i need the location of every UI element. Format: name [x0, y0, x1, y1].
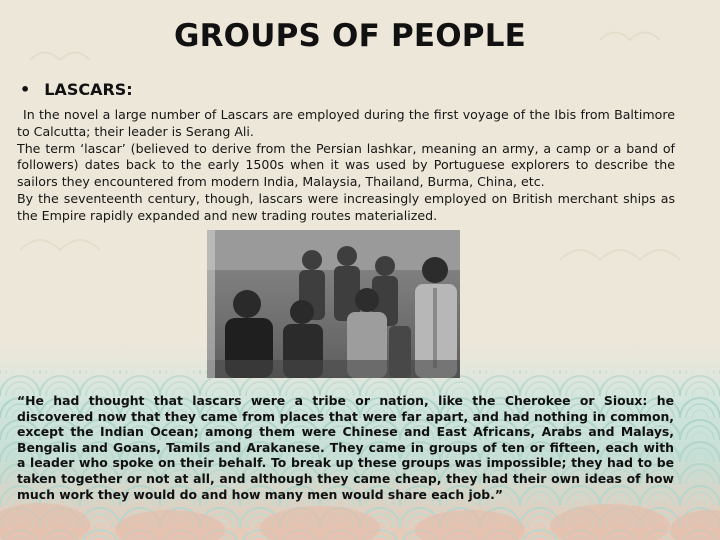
- bullet-icon: •: [20, 80, 31, 99]
- bullet-heading: [20, 80, 133, 99]
- heading-lascars: LASCARS:: [44, 80, 133, 99]
- novel-quote: “He had thought that lascars were a tribe or nation, like the Cherokee or Sioux: he discovered now that they came from places that were far apart, and had nothing in common, except the Indian Ocean; among them were Chinese and East Africans, Arabs and Malays, Bengalis and Goans, Tamils and Arakanese. They came in groups of ten or fifteen, each with a leader who spoke on their behalf. To break up these groups was impossible; they had to be taken together or not at all, and although they came cheap, they had their own ideas of how much work they would do and how many men would share each job.”: [17, 393, 674, 502]
- slide-title: GROUPS OF PEOPLE: [173, 18, 527, 54]
- lascars-photo: [207, 230, 460, 378]
- lascars-photo-image: [207, 230, 460, 378]
- body-text: [17, 107, 675, 225]
- paragraph-3: By the seventeenth century, though, lascars were increasingly employed on British merchant ships as the Empire rapidly expanded and new trading routes materialized.: [17, 190, 675, 223]
- paragraph-2: The term ‘lascar’ (believed to derive from the Persian lashkar, meaning an army, a camp or a band of followers) dates back to the early 1500s when it was used by Portuguese explorers to describe the sailors they encountered from modern India, Malaysia, Thailand, Burma, China, etc.: [17, 140, 675, 190]
- paragraph-1: In the novel a large number of Lascars are employed during the first voyage of the Ibis from Baltimore to Calcutta; their leader is Serang Ali.: [17, 107, 675, 139]
